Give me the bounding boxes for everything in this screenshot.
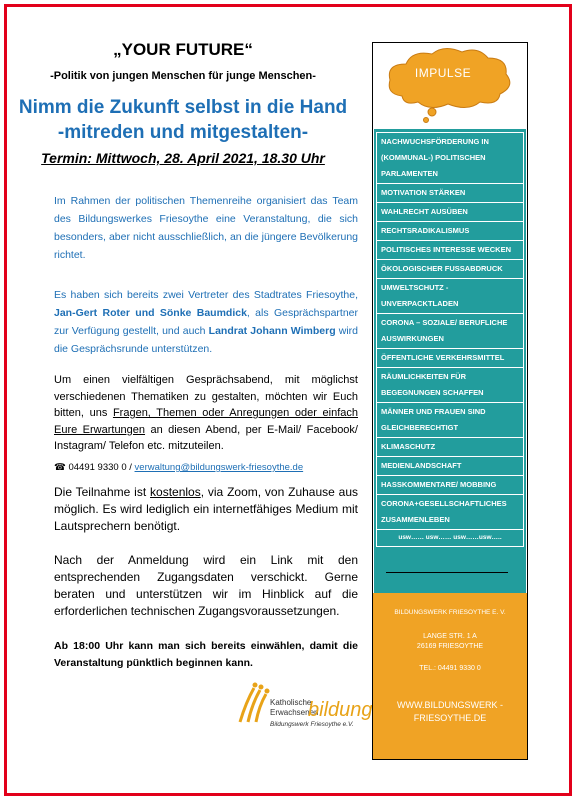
logo-word: bildung bbox=[308, 699, 373, 721]
registration-paragraph: Nach der Anmeldung wird ein Link mit den entsprechenden Zugangsdaten verschickt. Gerne beraten und unterstützen wir im Hinblick auf die erforderlichen technischen Zugangsvoraussetzungen. bbox=[54, 553, 358, 618]
topic-item: MOTIVATION STÄRKEN bbox=[376, 183, 524, 202]
address-panel bbox=[373, 593, 527, 759]
cloud-icon bbox=[382, 46, 518, 124]
keb-logo bbox=[232, 678, 373, 733]
request-paragraph bbox=[54, 372, 358, 455]
headline-2: -mitreden und mitgestalten- bbox=[57, 122, 309, 143]
topic-item: ÖKOLOGISCHER FUSSABDRUCK bbox=[376, 259, 524, 278]
logo-line-2: Erwachsenen bbox=[270, 708, 319, 717]
cloud-label: IMPULSE bbox=[414, 66, 472, 80]
phone-icon: ☎ bbox=[54, 462, 69, 473]
contact-email-link[interactable]: verwaltung@bildungswerk-friesoythe.de bbox=[134, 462, 304, 473]
topic-item: ÖFFENTLICHE VERKEHRSMITTEL bbox=[376, 348, 524, 367]
speakers-text-c: wird die Gesprächsrunde unterstützen. bbox=[54, 325, 359, 355]
topic-item: CORONA+GESELLSCHAFTLICHES ZUSAMMENLEBEN bbox=[376, 494, 524, 529]
topics-list bbox=[376, 132, 524, 547]
request-text-a: Um einen vielfältigen Gesprächsabend, mit möglichst verschiedenen Thematiken zu gestalten, möchten wir Euch bitten, uns bbox=[54, 374, 358, 419]
event-date: Termin: Mittwoch, 28. April 2021, 18.30 Uhr bbox=[41, 150, 325, 166]
logo-line-1: Katholische bbox=[270, 698, 312, 707]
intro-paragraph: Im Rahmen der politischen Themenreihe organisiert das Team des Bildungswerkes Friesoythe eine Veranstaltung, die sich besonders, aber nicht ausschließlich, an die jüngere Bevölkerung richtet. bbox=[54, 195, 358, 261]
headline-1: Nimm die Zukunft selbst in die Hand bbox=[18, 97, 348, 118]
website-link[interactable]: WWW.BILDUNGSWERK -FRIESOYTHE.DE bbox=[397, 700, 503, 723]
topic-item: KLIMASCHUTZ bbox=[376, 437, 524, 456]
speakers-text-b: , als Gesprächspartner zur Verfügung gestellt, und auch bbox=[54, 307, 358, 337]
speakers-paragraph bbox=[54, 286, 358, 358]
topic-item: RECHTSRADIKALISMUS bbox=[376, 221, 524, 240]
participation-text-a: Die Teilnahme ist bbox=[54, 485, 151, 499]
topic-item: NACHWUCHSFÖRDERUNG IN (KOMMUNAL-) POLITISCHEN PARLAMENTEN bbox=[376, 132, 524, 183]
topic-item: CORONA – SOZIALE/ BERUFLICHE AUSWIRKUNGEN bbox=[376, 313, 524, 348]
participation-text-b: , via Zoom, von Zuhause aus möglich. Es wird lediglich ein internetfähiges Medium mit Lautsprechern benötigt. bbox=[54, 485, 358, 533]
request-text-b: an diesen Abend, per E-Mail/ Facebook/ Instagram/ Telefon etc. mitzuteilen. bbox=[54, 423, 358, 452]
speakers-names: Jan-Gert Roter und Sönke Baumdick bbox=[54, 307, 247, 319]
logo-line-3: Bildungswerk Friesoythe e.V. bbox=[270, 721, 354, 728]
topic-item: WAHLRECHT AUSÜBEN bbox=[376, 202, 524, 221]
contact-line bbox=[54, 462, 303, 473]
org-city: 26169 FRIESOYTHE bbox=[416, 643, 484, 650]
request-topics: Fragen, Themen oder Anregungen oder einfach Eure Erwartungen bbox=[54, 407, 358, 436]
topic-item: UMWELTSCHUTZ - UNVERPACKTLADEN bbox=[376, 278, 524, 313]
free-of-charge: kostenlos bbox=[150, 485, 201, 499]
topic-item: RÄUMLICHKEITEN FÜR BEGEGNUNGEN SCHAFFEN bbox=[376, 367, 524, 402]
participation-paragraph bbox=[54, 484, 358, 535]
contact-phone: 04491 9330 0 / bbox=[68, 462, 135, 473]
org-name: BILDUNGSWERK FRIESOYTHE E. V. bbox=[394, 609, 506, 616]
topic-item-etc: usw…… usw…… usw……usw….. bbox=[376, 529, 524, 547]
page-title: „YOUR FUTURE“ bbox=[113, 40, 253, 59]
dial-in-paragraph: Ab 18:00 Uhr kann man sich bereits einwählen, damit die Veranstaltung pünktlich beginnen kann. bbox=[54, 640, 358, 669]
divider-line bbox=[386, 572, 508, 573]
topic-item: MEDIENLANDSCHAFT bbox=[376, 456, 524, 475]
page-subtitle: -Politik von jungen Menschen für junge Menschen- bbox=[50, 70, 316, 82]
topic-item: MÄNNER UND FRAUEN SIND GLEICHBERECHTIGT bbox=[376, 402, 524, 437]
topic-item: HASSKOMMENTARE/ MOBBING bbox=[376, 475, 524, 494]
speakers-text-a: Es haben sich bereits zwei Vertreter des Stadtrates Friesoythe, bbox=[54, 289, 358, 301]
logo-figures-icon bbox=[232, 682, 272, 726]
org-phone: TEL.: 04491 9330 0 bbox=[419, 665, 481, 672]
landrat-name: Landrat Johann Wimberg bbox=[208, 325, 336, 337]
topic-item: POLITISCHES INTERESSE WECKEN bbox=[376, 240, 524, 259]
org-street: LANGE STR. 1 A bbox=[423, 633, 477, 640]
